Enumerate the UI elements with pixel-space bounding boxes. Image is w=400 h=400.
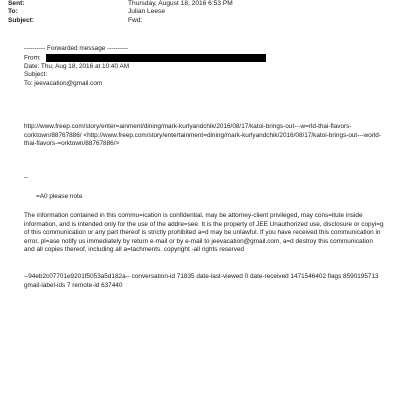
forward-divider: ---------- Forwarded message ---------- xyxy=(24,45,129,52)
subject-value: Fwd: xyxy=(128,17,143,24)
to-label: To: xyxy=(8,8,18,15)
forward-to: To: jeevacation@gmail.com xyxy=(24,80,103,88)
forward-subject: Subject: xyxy=(24,71,48,79)
please-note: =A0 please note xyxy=(36,193,83,200)
forward-from-label: From: xyxy=(24,54,41,62)
subject-label: Subject: xyxy=(8,17,35,24)
redaction-bar xyxy=(46,54,266,62)
forwarded-header xyxy=(24,45,384,89)
sent-value: Thursday, August 18, 2016 6:53 PM xyxy=(128,0,233,7)
signature-dashes: -- xyxy=(24,174,29,181)
message-metadata: --94eb2c07701e9201f5053a5d182a-- conversation-id 71835 date-last-viewed 0 date-received 1471546402 flags 8590195713 gmail-label-ids 7 remote-id 637440 xyxy=(24,273,379,289)
confidentiality-disclaimer: The information contained in this commu=ication is confidential, may be attorney-client privileged, may cons=itute inside information, and is intended only for the use of the addre=see. It is the property of JEE Unauthorized use, disclosure or copyi=g of this communication or any part thereof is strictly prohibited a=d may be unlawful. If you have received this communication in error, pl=ase notify us immediately by return e-mail or by e-mail to jeevacation@gmail.com, a=d destroy this communication and all copies thereof, including all a=tachments. copyright -all rights reserved xyxy=(24,212,384,254)
to-value: Julian Leese xyxy=(128,8,166,15)
forward-date: Date: Thu, Aug 18, 2016 at 10:40 AM xyxy=(24,62,130,70)
article-links: http://www.freep.com/story/enter=ainment/dining/mark-kurlyandchik/2016/08/17/katoi-brings-out---w=rld-thai-flavors-corktown/88767886/ <http://www.freep.com/story/entertainment=dining/mark-kurlyandchik/2016/08/17/katoi-brings-out---world-thai-flavors-=orktown/88767886/> xyxy=(24,123,381,148)
sent-label: Sent: xyxy=(8,0,25,7)
forward-from-row xyxy=(24,54,384,63)
